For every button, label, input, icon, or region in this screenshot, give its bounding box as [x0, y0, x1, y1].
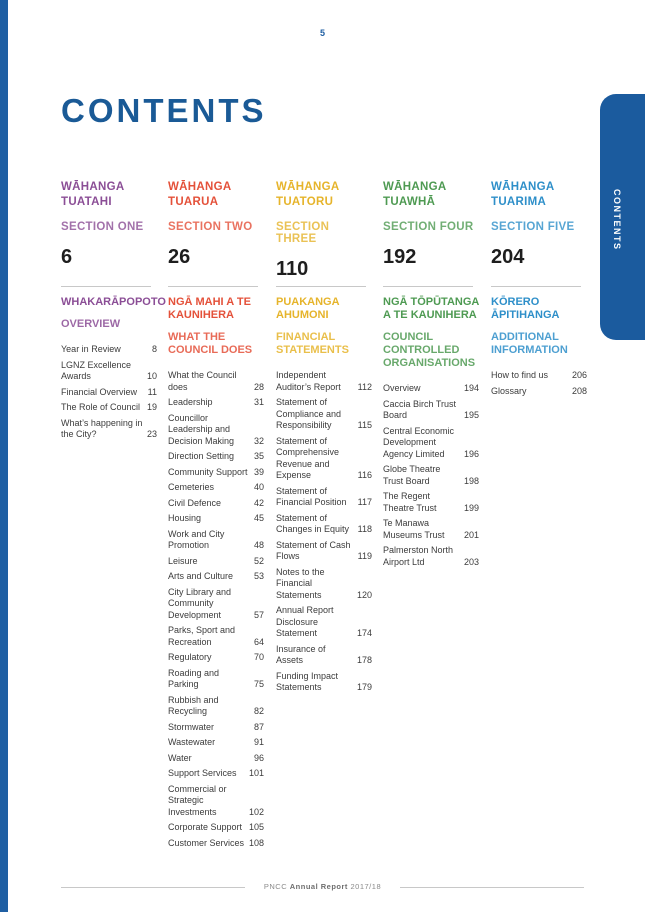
toc-entry-page: 11	[147, 386, 157, 397]
toc-entry-label: Wastewater	[168, 737, 216, 747]
toc-entry-page: 115	[357, 420, 372, 430]
toc-entry-label: Support Services	[168, 768, 237, 778]
toc-entry[interactable]	[383, 464, 479, 487]
toc-entry[interactable]	[276, 513, 372, 536]
toc-entry[interactable]	[383, 426, 479, 461]
section-divider	[383, 286, 473, 287]
toc-entry-label: Insurance of Assets	[276, 643, 326, 665]
section-start-page: 26	[168, 246, 191, 268]
section-wahanga: WĀHANGA	[383, 181, 447, 193]
section-maori-title: NGĀ MAHI A TE KAUNIHERA	[168, 296, 251, 321]
toc-entry[interactable]	[276, 671, 372, 694]
toc-entry-label: Water	[168, 752, 192, 763]
section-maori-number: TUARIMA	[491, 196, 547, 208]
section-wahanga: WĀHANGA	[61, 181, 125, 193]
toc-entry-page: 119	[357, 551, 372, 561]
toc-entry[interactable]	[168, 668, 264, 691]
toc-entry-label: Customer Services	[168, 837, 245, 848]
toc-entry[interactable]	[168, 467, 264, 479]
toc-entry-page: 48	[253, 540, 264, 550]
toc-entry-label: Parks, Sport and Recreation	[168, 625, 236, 647]
toc-entry-page: 45	[253, 513, 264, 523]
section-start-page: 192	[383, 246, 417, 268]
toc-entry-label: Funding Impact Statements	[276, 670, 339, 692]
toc-entry[interactable]	[168, 513, 264, 525]
toc-entry-page: 57	[253, 609, 264, 620]
toc-list	[383, 383, 479, 568]
toc-entry-page: 96	[253, 752, 264, 763]
toc-entry[interactable]	[168, 822, 264, 834]
toc-entry-label: Year in Review	[61, 344, 121, 354]
toc-entry[interactable]	[168, 722, 264, 734]
section-english-title: ADDITIONAL INFORMATION	[491, 331, 568, 356]
section-wahanga: WĀHANGA	[168, 181, 232, 193]
toc-entry[interactable]	[276, 370, 372, 393]
section-column	[383, 180, 479, 572]
section-label: SECTION THREE	[276, 221, 330, 245]
section-column	[276, 180, 372, 698]
toc-entry-page: 10	[146, 371, 157, 381]
section-maori-number: TUATORU	[276, 196, 334, 208]
toc-entry-label: The Regent Theatre Trust	[383, 491, 437, 513]
toc-entry[interactable]	[491, 370, 587, 382]
toc-entry[interactable]	[168, 753, 264, 765]
section-header	[61, 180, 157, 292]
toc-entry-page: 118	[357, 524, 372, 534]
toc-list	[61, 344, 157, 441]
toc-entry-label: Roading and Parking	[168, 667, 220, 689]
toc-entry-label: How to find us	[491, 370, 549, 380]
toc-entry[interactable]	[168, 529, 264, 552]
toc-entry-page: 112	[357, 381, 372, 392]
toc-entry[interactable]	[276, 644, 372, 667]
toc-entry-label: Leadership	[168, 397, 213, 407]
left-edge-bar	[0, 0, 8, 912]
toc-entry[interactable]	[168, 571, 264, 583]
toc-entry-label: Statement of Comprehensive Revenue and Expense	[276, 435, 340, 480]
toc-entry[interactable]	[276, 605, 372, 640]
section-column	[491, 180, 587, 401]
toc-entry-page: 23	[146, 429, 157, 439]
toc-entry[interactable]	[168, 737, 264, 749]
toc-entry-label: Palmerston North Airport Ltd	[383, 545, 454, 567]
section-maori-number: TUATAHI	[61, 196, 112, 208]
toc-entry-page: 64	[253, 636, 264, 647]
toc-entry-label: What’s happening in the City?	[61, 417, 143, 439]
toc-entry-label: Statement of Compliance and Responsibility	[276, 397, 342, 430]
page-title: CONTENTS	[61, 92, 267, 129]
toc-entry-label: Work and City Promotion	[168, 528, 225, 550]
toc-entry[interactable]	[168, 556, 264, 568]
toc-entry-page: 19	[146, 402, 157, 412]
toc-entry-page: 108	[248, 837, 264, 848]
section-header	[276, 180, 372, 292]
toc-entry[interactable]	[491, 386, 587, 398]
toc-entry-label: Te Manawa Museums Trust	[383, 518, 445, 540]
toc-entry-page: 198	[463, 475, 479, 486]
toc-entry[interactable]	[168, 768, 264, 780]
section-header	[383, 180, 479, 292]
toc-entry[interactable]	[383, 399, 479, 422]
section-divider	[61, 286, 151, 287]
toc-entry-page: 8	[151, 344, 157, 354]
toc-entry[interactable]	[168, 451, 264, 463]
section-maori-title: WHAKARĀPOPOTO	[61, 296, 166, 308]
toc-entry-label: Statement of Cash Flows	[276, 539, 351, 561]
toc-entry-label: Cemeteries	[168, 482, 215, 492]
toc-entry-page: 42	[253, 497, 264, 508]
toc-entry-page: 52	[253, 555, 264, 566]
toc-entry-label: Glossary	[491, 385, 527, 396]
toc-entry[interactable]	[383, 518, 479, 541]
toc-entry-label: Arts and Culture	[168, 571, 234, 581]
toc-entry[interactable]	[276, 540, 372, 563]
toc-entry-page: 102	[248, 806, 264, 817]
section-maori-number: TUARUA	[168, 196, 219, 208]
toc-entry-label: Annual Report Disclosure Statement	[276, 605, 334, 638]
toc-entry-page: 31	[253, 397, 264, 407]
toc-entry-page: 101	[248, 768, 264, 778]
section-maori-title: NGĀ TŌPŪTANGA A TE KAUNIHERA	[383, 296, 479, 321]
section-english-title: OVERVIEW	[61, 318, 121, 330]
section-column	[61, 180, 166, 445]
section-label: SECTION ONE	[61, 221, 144, 233]
side-tab: CONTENTS	[600, 94, 645, 340]
toc-entry[interactable]	[61, 402, 157, 414]
toc-entry[interactable]	[168, 695, 264, 718]
toc-entry-page: 206	[571, 370, 587, 380]
toc-entry-label: What the Council does	[168, 370, 237, 392]
toc-entry-label: Caccia Birch Trust Board	[383, 398, 457, 420]
toc-entry[interactable]	[168, 784, 264, 819]
section-divider	[491, 286, 581, 287]
toc-entry[interactable]	[168, 413, 264, 448]
footer-year: 2017/18	[350, 882, 382, 891]
toc-entry-page: 174	[356, 628, 372, 638]
section-label: SECTION FOUR	[383, 221, 474, 233]
section-english-title: WHAT THE COUNCIL DOES	[168, 331, 253, 356]
toc-entry-page: 53	[253, 571, 264, 581]
toc-entry[interactable]	[168, 397, 264, 409]
toc-entry-label: Housing	[168, 513, 202, 523]
toc-entry-page: 70	[253, 652, 264, 662]
section-label: SECTION FIVE	[491, 221, 575, 233]
toc-entry-label: City Library and Community Development	[168, 586, 232, 620]
toc-entry-page: 32	[253, 435, 264, 446]
toc-entry-page: 82	[253, 706, 264, 716]
toc-entry-page: 178	[356, 655, 372, 665]
toc-entry-page: 120	[356, 589, 372, 600]
footer-org: PNCC	[263, 882, 288, 891]
toc-entry-label: Central Economic Development Agency Limited	[383, 425, 455, 459]
toc-entry[interactable]	[61, 344, 157, 356]
toc-entry-label: LGNZ Excellence Awards	[61, 359, 132, 381]
section-wahanga: WĀHANGA	[276, 181, 340, 193]
section-divider	[276, 286, 366, 287]
toc-entry-page: 208	[571, 385, 587, 396]
toc-entry-label: Notes to the Financial Statements	[276, 566, 325, 600]
toc-entry-page: 39	[253, 466, 264, 477]
toc-entry-page: 105	[248, 822, 264, 832]
toc-entry-page: 196	[463, 448, 479, 459]
toc-entry-page: 91	[253, 737, 264, 747]
toc-entry-label: Civil Defence	[168, 497, 222, 508]
section-header	[168, 180, 264, 292]
section-start-page: 204	[491, 246, 525, 268]
toc-entry[interactable]	[276, 397, 372, 432]
toc-entry[interactable]	[168, 370, 264, 393]
toc-entry-page: 117	[357, 497, 372, 507]
section-wahanga: WĀHANGA	[491, 181, 555, 193]
toc-entry-label: Rubbish and Recycling	[168, 694, 219, 716]
toc-entry-label: Community Support	[168, 466, 248, 477]
toc-entry-page: 195	[463, 410, 479, 420]
toc-entry[interactable]	[61, 418, 157, 441]
toc-entry-page: 203	[463, 556, 479, 567]
toc-entry[interactable]	[61, 387, 157, 399]
section-column	[168, 180, 264, 853]
toc-entry[interactable]	[168, 498, 264, 510]
toc-entry-label: Direction Setting	[168, 451, 235, 461]
toc-entry[interactable]	[276, 486, 372, 509]
toc-entry-label: Councillor Leadership and Decision Making	[168, 412, 235, 446]
section-maori-title: KŌRERO ĀPITIHANGA	[491, 296, 560, 321]
section-english-title: FINANCIAL STATEMENTS	[276, 331, 349, 356]
toc-entry-page: 194	[463, 383, 479, 393]
footer-rule-right	[400, 887, 584, 888]
toc-entry-label: Regulatory	[168, 652, 212, 662]
toc-entry-label: Statement of Changes in Equity	[276, 512, 350, 534]
toc-entry[interactable]	[168, 587, 264, 622]
toc-entry[interactable]	[168, 652, 264, 664]
toc-entry-label: Corporate Support	[168, 822, 243, 832]
toc-entry-page: 40	[253, 482, 264, 492]
toc-entry-label: Independent Auditor’s Report	[276, 370, 341, 392]
toc-entry-page: 201	[463, 529, 479, 540]
section-header	[491, 180, 587, 292]
toc-entry-label: Stormwater	[168, 721, 215, 732]
footer-report: Annual Report	[289, 882, 348, 891]
toc-entry-page: 199	[463, 502, 479, 513]
section-maori-number: TUAWHĀ	[383, 196, 436, 208]
toc-entry-label: Overview	[383, 383, 421, 393]
toc-list	[491, 370, 587, 397]
page-number: 5	[319, 28, 325, 38]
toc-entry[interactable]	[383, 545, 479, 568]
toc-list	[168, 370, 264, 849]
toc-entry[interactable]	[168, 625, 264, 648]
toc-entry[interactable]	[276, 567, 372, 602]
section-label: SECTION TWO	[168, 221, 253, 233]
toc-entry[interactable]	[276, 436, 372, 482]
toc-entry-label: The Role of Council	[61, 402, 141, 412]
section-maori-title: PUAKANGA AHUMONI	[276, 296, 340, 321]
toc-entry-label: Leisure	[168, 555, 198, 566]
section-start-page: 6	[61, 246, 73, 268]
toc-entry[interactable]	[168, 838, 264, 850]
toc-entry-label: Financial Overview	[61, 386, 138, 397]
toc-entry-page: 75	[253, 679, 264, 689]
section-english-title: COUNCIL CONTROLLED ORGANISATIONS	[383, 331, 476, 369]
toc-list	[276, 370, 372, 694]
toc-entry-label: Globe Theatre Trust Board	[383, 464, 441, 486]
toc-entry-page: 87	[253, 721, 264, 732]
toc-entry[interactable]	[383, 383, 479, 395]
toc-entry-page: 28	[253, 381, 264, 392]
toc-entry[interactable]	[61, 360, 157, 383]
section-divider	[168, 286, 258, 287]
toc-entry-label: Statement of Financial Position	[276, 485, 347, 507]
toc-entry[interactable]	[383, 491, 479, 514]
toc-entry-page: 116	[357, 470, 372, 480]
section-start-page: 110	[276, 258, 309, 280]
toc-entry-page: 179	[356, 682, 372, 692]
toc-entry-page: 35	[253, 451, 264, 461]
toc-entry-label: Commercial or Strategic Investments	[168, 783, 227, 817]
toc-entry[interactable]	[168, 482, 264, 494]
